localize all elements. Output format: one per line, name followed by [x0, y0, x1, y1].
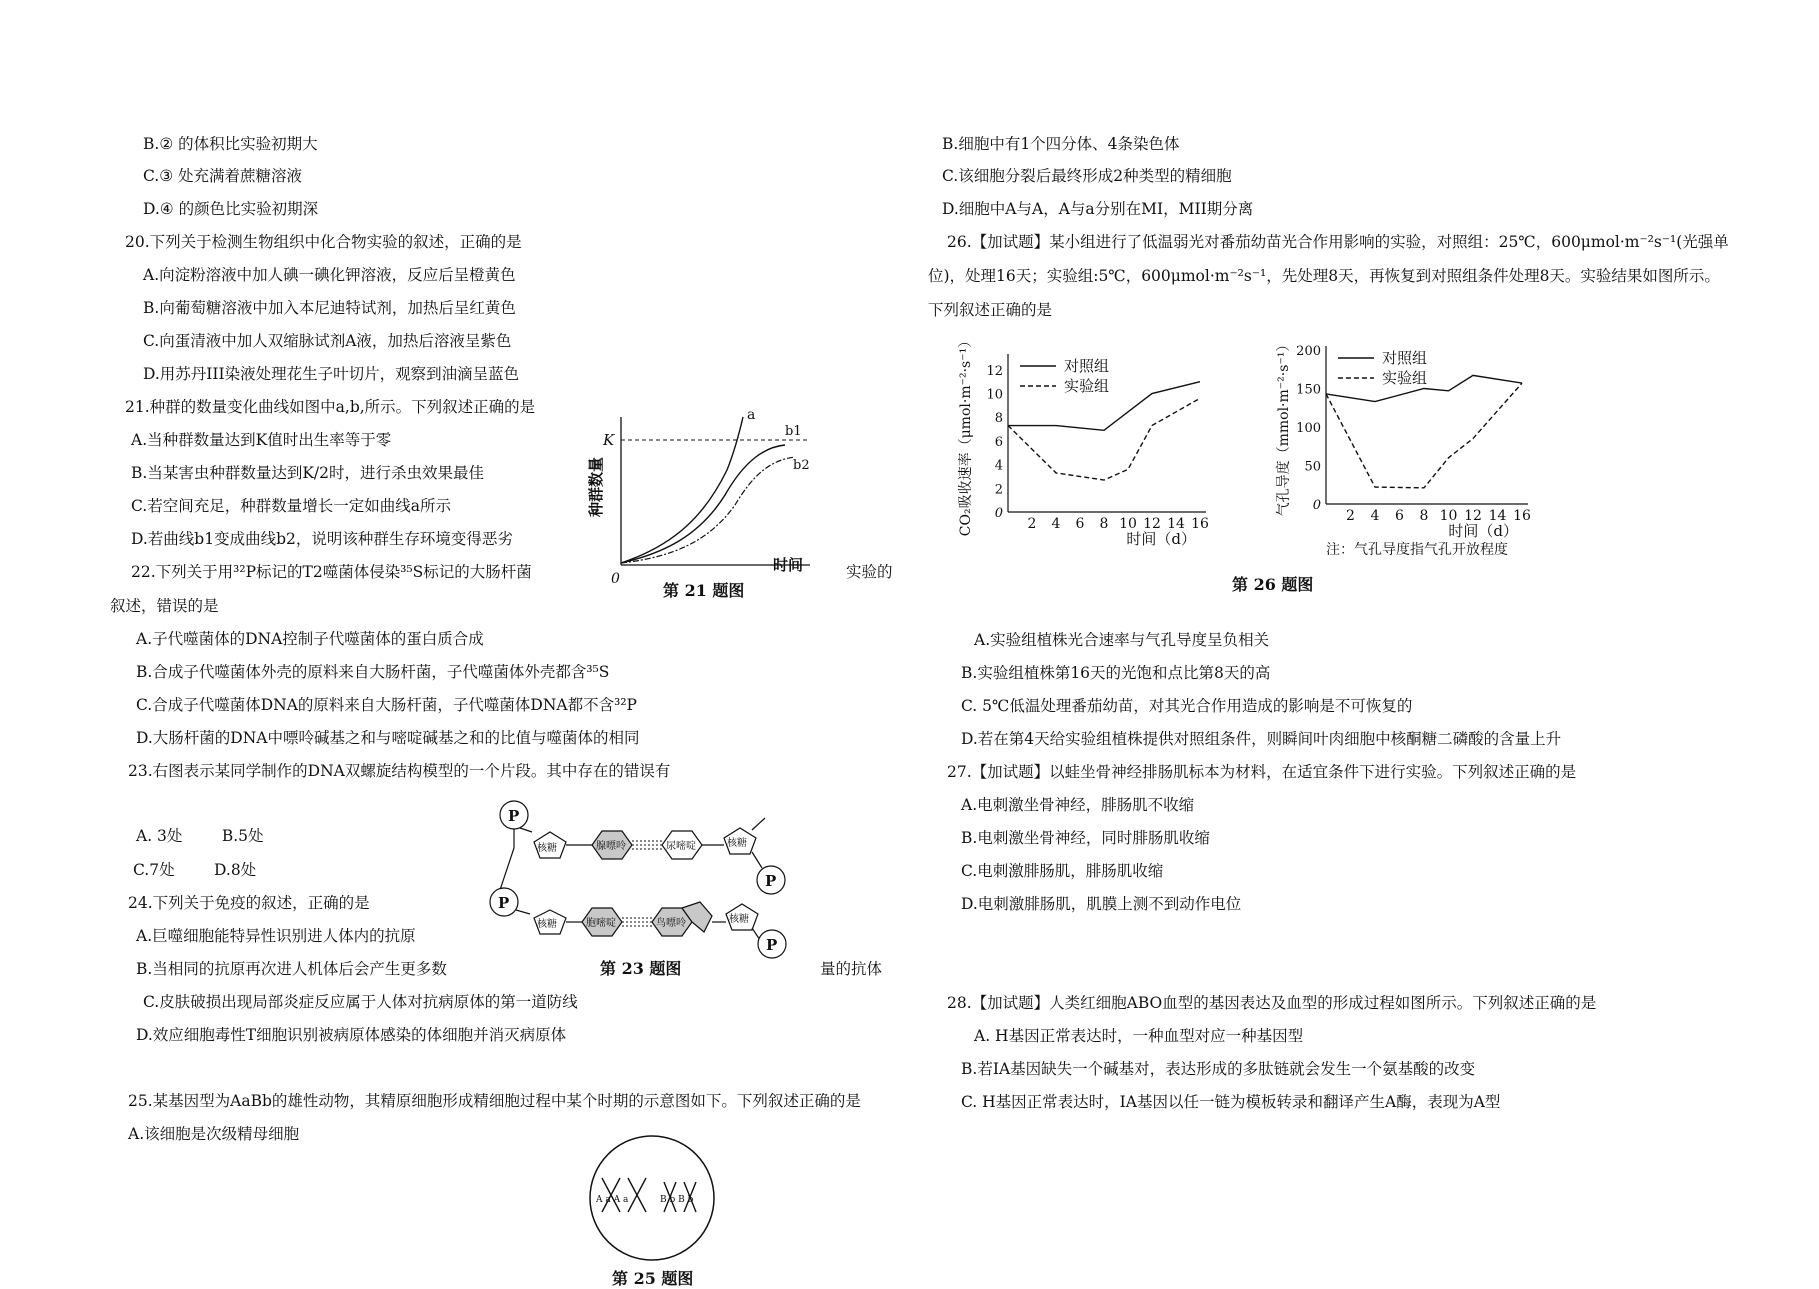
- text-line: D.大肠杆菌的DNA中嘌呤碱基之和与嘧啶碱基之和的比值与噬菌体的相同: [136, 729, 640, 747]
- fig26-caption: 第 26 题图: [1232, 575, 1314, 594]
- text-line: A.实验组植株光合速率与气孔导度呈负相关: [974, 631, 1270, 649]
- x-tick-label: 4: [1370, 508, 1380, 524]
- text-line: B.电刺激坐骨神经，同时腓肠肌收缩: [961, 829, 1210, 847]
- text-line: 实验的: [846, 563, 893, 581]
- fig21-a-label: a: [747, 407, 756, 423]
- text-line: C.7处 D.8处: [133, 861, 257, 879]
- x-tick-label: 12: [1464, 508, 1482, 524]
- x-tick-label: 16: [1191, 516, 1209, 532]
- x-tick-label: 10: [1439, 508, 1458, 524]
- text-line: D.若曲线b1变成曲线b2，说明该种群生存环境变得恶劣: [131, 530, 513, 548]
- y-axis-title: CO₂吸收速率（μmol·m⁻²·s⁻¹）: [958, 333, 974, 537]
- svg-text:尿嘧啶: 尿嘧啶: [666, 841, 696, 852]
- fig21-origin: 0: [611, 571, 620, 587]
- figure-25: [580, 1130, 730, 1270]
- svg-text:鸟嘌呤: 鸟嘌呤: [656, 918, 686, 929]
- question-28: 28.【加试题】人类红细胞ABO血型的基因表达及血型的形成过程如图所示。下列叙述正确的是: [947, 994, 1597, 1012]
- fig25-caption: 第 25 题图: [612, 1269, 694, 1288]
- text-line: D.细胞中A与A，A与a分别在MI，MII期分离: [942, 200, 1254, 218]
- text-line: B.当某害虫种群数量达到K/2时，进行杀虫效果最佳: [131, 464, 484, 482]
- question-21: 21.种群的数量变化曲线如图中a,b,所示。下列叙述正确的是: [125, 398, 536, 416]
- x-tick-label: 14: [1167, 516, 1185, 532]
- y-tick-label: 100: [1296, 421, 1321, 436]
- text-line: C.向蛋清液中加人双缩脉试剂A液，加热后溶液呈紫色: [143, 332, 512, 350]
- x-tick-label: 8: [1419, 508, 1429, 524]
- text-line: C.合成子代噬菌体DNA的原料来自大肠杆菌，子代噬菌体DNA都不含³²P: [136, 696, 637, 714]
- svg-text:P: P: [765, 872, 777, 890]
- question-24: 24.下列关于免疫的叙述，正确的是: [128, 894, 370, 912]
- x-tick-label: 16: [1513, 508, 1531, 524]
- figure-21: [585, 405, 815, 605]
- text-line: A. H基因正常表达时，一种血型对应一种基因型: [974, 1027, 1304, 1045]
- y-tick-label: 4: [994, 458, 1003, 474]
- question-22: 22.下列关于用³²P标记的T2噬菌体侵染³⁵S标记的大肠杆菌: [131, 563, 532, 581]
- chart-note: 注：气孔导度指气孔开放程度: [1326, 542, 1508, 558]
- figure-26-stomata-chart: [1250, 337, 1550, 565]
- question-27: 27.【加试题】以蛙坐骨神经排肠肌标本为材料，在适宜条件下进行实验。下列叙述正确的是: [947, 763, 1577, 781]
- text-line: D.电刺激腓肠肌，肌膜上测不到动作电位: [961, 895, 1242, 913]
- question-23: 23.右图表示某同学制作的DNA双螺旋结构模型的一个片段。其中存在的错误有: [128, 762, 671, 780]
- text-line: B.合成子代噬菌体外壳的原料来自大肠杆菌，子代噬菌体外壳都含³⁵S: [136, 663, 610, 681]
- text-line: C.皮肤破损出现局部炎症反应属于人体对抗病原体的第一道防线: [143, 993, 578, 1011]
- text-line: A.向淀粉溶液中加人碘一碘化钾溶液，反应后呈橙黄色: [143, 266, 516, 284]
- question-20: 20.下列关于检测生物组织中化合物实验的叙述，正确的是: [125, 233, 522, 251]
- text-line: B.细胞中有1个四分体、4条染色体: [942, 135, 1180, 153]
- text-line: B.实验组植株第16天的光饱和点比第8天的高: [961, 664, 1271, 682]
- legend-label-experiment: 实验组: [1382, 369, 1428, 387]
- text-line: A. 3处 B.5处: [136, 827, 264, 845]
- text-line: B.向葡萄糖溶液中加入本尼迪特试剂，加热后呈红黄色: [143, 299, 516, 317]
- y-tick-label: 0: [1312, 498, 1321, 513]
- legend-label-control: 对照组: [1064, 357, 1110, 375]
- text-line: C.③ 处充满着蔗糖溶液: [143, 167, 303, 185]
- text-line: B.若IA基因缺失一个碱基对，表达形成的多肽链就会发生一个氨基酸的改变: [961, 1060, 1476, 1078]
- text-line: 下列叙述正确的是: [928, 301, 1053, 319]
- text-line: A.子代噬菌体的DNA控制子代噬菌体的蛋白质合成: [136, 630, 484, 648]
- text-line: D.④ 的颜色比实验初期深: [143, 200, 319, 218]
- fig21-curve-b1: [621, 445, 785, 563]
- genes-aa: A a A a: [596, 1195, 629, 1205]
- x-tick-label: 14: [1488, 508, 1507, 524]
- text-line: A.巨噬细胞能特异性识别进人体内的抗原: [136, 927, 416, 945]
- text-line: C.该细胞分裂后最终形成2种类型的精细胞: [942, 167, 1232, 185]
- text-line: D.效应细胞毒性T细胞识别被病原体感染的体细胞并消灭病原体: [136, 1026, 567, 1044]
- fig21-xlabel: 时间: [773, 556, 804, 574]
- fig21-k-label: K: [603, 431, 615, 449]
- text-line: C. H基因正常表达时，IA基因以任一链为模板转录和翻译产生A酶，表现为A型: [961, 1093, 1501, 1111]
- svg-text:核糖: 核糖: [537, 919, 557, 930]
- y-tick-label: 8: [994, 411, 1003, 427]
- lower-strand: [490, 888, 760, 940]
- fig21-caption: 第 21 题图: [663, 581, 745, 600]
- text-line: C. 5℃低温处理番茄幼苗，对其光合作用造成的影响是不可恢复的: [961, 697, 1413, 715]
- text-line: A.当种群数量达到K值时出生率等于零: [131, 431, 392, 449]
- text-line: 叙述，错误的是: [110, 597, 219, 615]
- fig21-curve-b2: [621, 457, 795, 563]
- y-tick-label: 200: [1296, 344, 1321, 359]
- text-line: B.当相同的抗原再次进人机体后会产生更多数: [136, 960, 447, 978]
- x-tick-label: 4: [1051, 516, 1061, 532]
- svg-text:P: P: [766, 936, 778, 954]
- fig21-curve-a: [621, 417, 743, 563]
- text-line: A.该细胞是次级精母细胞: [128, 1125, 300, 1143]
- svg-text:腺嘌呤: 腺嘌呤: [596, 841, 626, 852]
- svg-text:核糖: 核糖: [537, 843, 557, 854]
- legend-label-experiment: 实验组: [1064, 377, 1110, 395]
- series-line-experiment: [1008, 398, 1200, 480]
- y-tick-label: 150: [1296, 382, 1321, 398]
- text-line: D.若在第4天给实验组植株提供对照组条件，则瞬间叶肉细胞中核酮糖二磷酸的含量上升: [961, 730, 1562, 748]
- text-line: B.② 的体积比实验初期大: [143, 135, 318, 153]
- figure-23: [490, 800, 800, 954]
- y-tick-label: 6: [994, 434, 1003, 450]
- upper-strand: [500, 801, 785, 894]
- x-tick-label: 10: [1119, 516, 1137, 532]
- x-tick-label: 12: [1143, 516, 1161, 532]
- text-line: C.电刺激腓肠肌，腓肠肌收缩: [961, 862, 1164, 880]
- fig21-ylabel: 种群数量: [587, 456, 605, 517]
- y-tick-label: 10: [986, 387, 1003, 403]
- genes-bb: B b B b: [660, 1195, 694, 1205]
- text-line: C.若空间充足，种群数量增长一定如曲线a所示: [131, 497, 451, 515]
- x-axis-title: 时间（d）: [1448, 522, 1518, 540]
- y-axis-title: 气孔导度（mmol·m⁻²·s⁻¹）: [1276, 337, 1292, 517]
- svg-text:P: P: [498, 894, 510, 912]
- fig21-b1-label: b1: [785, 424, 802, 439]
- text-line: 位)，处理16天；实验组:5℃，600μmol·m⁻²s⁻¹，先处理8天，再恢复到对照组条件处理8天。实验结果如图所示。: [928, 267, 1720, 285]
- text-line: D.用苏丹III染液处理花生子叶切片，观察到油滴呈蓝色: [143, 365, 520, 383]
- y-tick-label: 50: [1304, 459, 1321, 475]
- fig23-caption: 第 23 题图: [600, 959, 682, 978]
- svg-text:胞嘧啶: 胞嘧啶: [586, 918, 616, 929]
- x-axis-title: 时间（d）: [1126, 530, 1196, 548]
- question-26: 26.【加试题】某小组进行了低温弱光对番茄幼苗光合作用影响的实验，对照组：25℃，600μmol·m⁻²s⁻¹(光强单: [947, 233, 1729, 251]
- x-tick-label: 2: [1346, 508, 1355, 524]
- x-tick-label: 6: [1395, 508, 1404, 524]
- svg-text:核糖: 核糖: [727, 838, 747, 849]
- x-tick-label: 2: [1027, 516, 1037, 532]
- svg-text:核糖: 核糖: [729, 914, 749, 925]
- y-tick-label: 0: [994, 506, 1003, 521]
- x-tick-label: 8: [1099, 516, 1109, 532]
- y-tick-label: 2: [994, 482, 1003, 498]
- figure-26-co2-chart: [940, 333, 1220, 550]
- text-line: A.电刺激坐骨神经，腓肠肌不收缩: [961, 796, 1195, 814]
- legend-label-control: 对照组: [1382, 349, 1428, 367]
- text-line: 量的抗体: [820, 960, 883, 978]
- y-tick-label: 12: [986, 363, 1003, 379]
- svg-text:P: P: [508, 807, 520, 825]
- question-25: 25.某基因型为AaBb的雄性动物，其精原细胞形成精细胞过程中某个时期的示意图如下。下列叙述正确的是: [128, 1092, 861, 1110]
- x-tick-label: 6: [1075, 516, 1085, 532]
- fig21-b2-label: b2: [793, 458, 810, 473]
